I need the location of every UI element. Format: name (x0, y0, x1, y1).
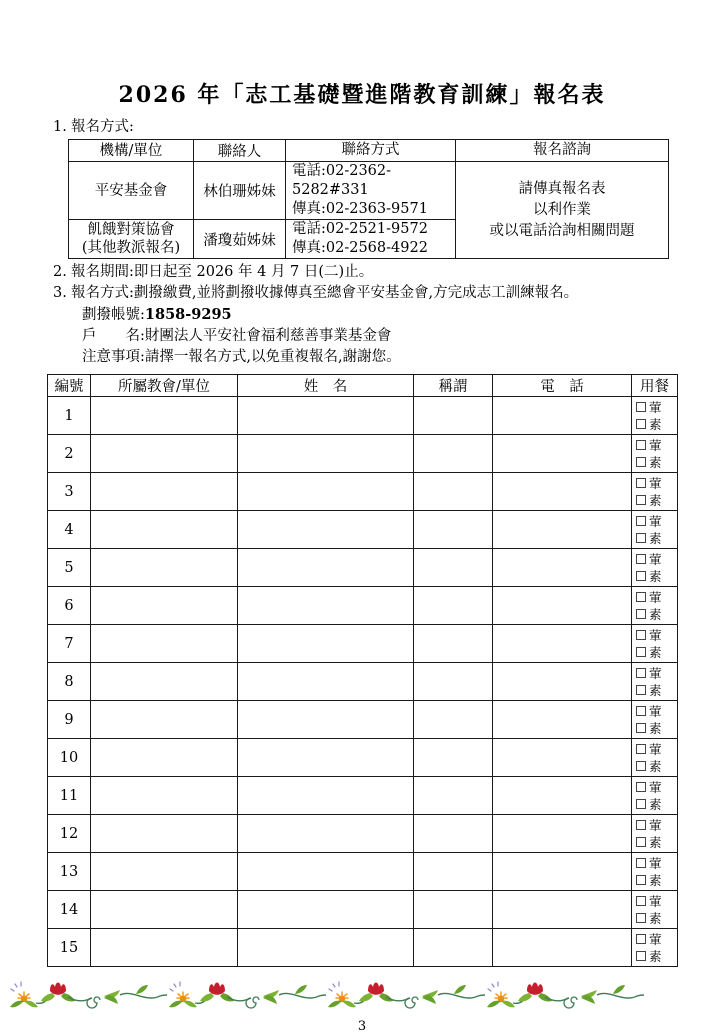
meal-option-meat (636, 893, 677, 910)
phone-input-cell (493, 739, 632, 777)
veg-checkbox[interactable] (636, 799, 646, 809)
table-row (48, 815, 678, 853)
meal-label-meat: 葷 (649, 893, 662, 909)
meat-checkbox[interactable] (636, 440, 646, 450)
account-number: 1858-9295 (144, 306, 232, 323)
church-input-cell (91, 549, 238, 587)
meal-label-veg: 素 (649, 682, 662, 698)
table-row (48, 853, 678, 891)
contact-header-row (69, 140, 669, 162)
meal-option-veg (636, 568, 677, 585)
inquiry-cell (456, 162, 669, 259)
meal-label-veg: 素 (649, 492, 662, 508)
table-row (48, 549, 678, 587)
meal-label-meat: 葷 (649, 741, 662, 757)
name-input-cell (238, 701, 414, 739)
org-cell (69, 162, 194, 220)
signup-header-row (48, 375, 678, 397)
org-name: 飢餓對策協會 (87, 222, 175, 238)
meal-label-veg: 素 (649, 606, 662, 622)
title-input-cell (414, 891, 493, 929)
inquiry-line-2: 以利作業 (533, 201, 591, 218)
item-2-text: 報名期間:即日起至 2026 年 4 月 7 日(二)止。 (71, 264, 374, 280)
table-row (48, 587, 678, 625)
veg-checkbox[interactable] (636, 685, 646, 695)
fax-line: 傳真:02-2568-4922 (292, 240, 428, 256)
title-input-cell (414, 777, 493, 815)
title-input-cell (414, 701, 493, 739)
church-input-cell (91, 473, 238, 511)
content-area (47, 118, 677, 967)
contact-header-person: 聯絡人 (194, 140, 286, 162)
church-input-cell (91, 739, 238, 777)
veg-checkbox[interactable] (636, 495, 646, 505)
meat-checkbox[interactable] (636, 592, 646, 602)
org-note: (其他教派報名) (81, 240, 181, 256)
org-name: 平安基金會 (94, 182, 168, 199)
row-number: 12 (48, 815, 91, 853)
meal-label-meat: 葷 (649, 627, 662, 643)
item-3 (47, 284, 677, 303)
fax-line: 傳真:02-2363-9571 (292, 201, 428, 217)
name-input-cell (238, 815, 414, 853)
title-input-cell (414, 853, 493, 891)
contact-header-method: 聯絡方式 (286, 140, 456, 162)
name-input-cell (238, 663, 414, 701)
meal-option-meat (636, 513, 677, 530)
header-phone: 電 話 (493, 375, 632, 397)
meal-option-veg (636, 682, 677, 699)
phone-input-cell (493, 625, 632, 663)
veg-checkbox[interactable] (636, 419, 646, 429)
meal-option-meat (636, 551, 677, 568)
meal-option-meat (636, 741, 677, 758)
meat-checkbox[interactable] (636, 630, 646, 640)
item-2-number: 2. (53, 264, 67, 280)
church-input-cell (91, 511, 238, 549)
phone-input-cell (493, 815, 632, 853)
name-input-cell (238, 891, 414, 929)
title-input-cell (414, 549, 493, 587)
meal-option-veg (636, 530, 677, 547)
header-name: 姓 名 (238, 375, 414, 397)
signup-table (47, 374, 678, 967)
signup-table-body (48, 397, 678, 967)
meal-option-veg (636, 872, 677, 889)
header-church: 所屬教會/單位 (91, 375, 238, 397)
phone-input-cell (493, 701, 632, 739)
row-number: 11 (48, 777, 91, 815)
title-input-cell (414, 473, 493, 511)
name-input-cell (238, 397, 414, 435)
row-number: 8 (48, 663, 91, 701)
title-input-cell (414, 739, 493, 777)
phone-input-cell (493, 891, 632, 929)
meal-option-veg (636, 720, 677, 737)
phone-input-cell (493, 511, 632, 549)
meal-cell (632, 739, 678, 777)
meal-label-meat: 葷 (649, 931, 662, 947)
veg-checkbox[interactable] (636, 571, 646, 581)
item-1-number: 1. (53, 119, 67, 135)
meal-label-veg: 素 (649, 644, 662, 660)
meal-label-veg: 素 (649, 416, 662, 432)
meal-option-veg (636, 454, 677, 471)
meal-option-veg (636, 910, 677, 927)
person-cell: 潘瓊茹姊妹 (194, 220, 286, 259)
meal-option-meat (636, 627, 677, 644)
account-label: 劃撥帳號: (82, 307, 145, 323)
church-input-cell (91, 587, 238, 625)
veg-checkbox[interactable] (636, 951, 646, 961)
veg-checkbox[interactable] (636, 913, 646, 923)
phone-input-cell (493, 473, 632, 511)
meal-option-meat (636, 931, 677, 948)
phone-input-cell (493, 929, 632, 967)
contact-row-1 (69, 162, 669, 220)
meal-label-veg: 素 (649, 530, 662, 546)
meal-option-meat (636, 475, 677, 492)
table-row (48, 777, 678, 815)
meal-option-veg (636, 644, 677, 661)
veg-checkbox[interactable] (636, 837, 646, 847)
meal-option-meat (636, 817, 677, 834)
table-row (48, 929, 678, 967)
meat-checkbox[interactable] (636, 744, 646, 754)
row-number: 6 (48, 587, 91, 625)
meal-option-meat (636, 703, 677, 720)
org-cell (69, 220, 194, 259)
church-input-cell (91, 435, 238, 473)
meal-label-meat: 葷 (649, 513, 662, 529)
meat-checkbox[interactable] (636, 934, 646, 944)
title-input-cell (414, 435, 493, 473)
veg-checkbox[interactable] (636, 875, 646, 885)
church-input-cell (91, 663, 238, 701)
item-1-text: 報名方式: (71, 119, 134, 135)
phone-input-cell (493, 435, 632, 473)
phone-line: 電話:02-2362-5282#331 (292, 163, 392, 198)
meal-option-meat (636, 437, 677, 454)
meal-cell (632, 511, 678, 549)
title-input-cell (414, 929, 493, 967)
table-row (48, 511, 678, 549)
row-number: 7 (48, 625, 91, 663)
contact-header-org: 機構/單位 (69, 140, 194, 162)
name-input-cell (238, 473, 414, 511)
name-input-cell (238, 625, 414, 663)
header-number: 編號 (48, 375, 91, 397)
meat-checkbox[interactable] (636, 478, 646, 488)
meal-option-veg (636, 834, 677, 851)
inquiry-line-3: 或以電話洽詢相關問題 (489, 222, 635, 239)
row-number: 10 (48, 739, 91, 777)
name-input-cell (238, 549, 414, 587)
name-input-cell (238, 853, 414, 891)
phone-input-cell (493, 587, 632, 625)
meal-label-veg: 素 (649, 568, 662, 584)
title-input-cell (414, 511, 493, 549)
floral-border (8, 977, 644, 1013)
meal-option-veg (636, 492, 677, 509)
phone-input-cell (493, 853, 632, 891)
meal-label-veg: 素 (649, 872, 662, 888)
contact-table (68, 139, 669, 259)
meal-option-veg (636, 758, 677, 775)
item-2 (47, 263, 677, 282)
row-number: 3 (48, 473, 91, 511)
table-row (48, 397, 678, 435)
meat-checkbox[interactable] (636, 668, 646, 678)
meal-label-veg: 素 (649, 796, 662, 812)
name-input-cell (238, 739, 414, 777)
item-3-number: 3. (53, 285, 67, 301)
meal-option-veg (636, 416, 677, 433)
meal-cell (632, 777, 678, 815)
table-row (48, 473, 678, 511)
phone-input-cell (493, 397, 632, 435)
phone-line: 電話:02-2521-9572 (292, 221, 428, 237)
meal-label-veg: 素 (649, 834, 662, 850)
meal-cell (632, 663, 678, 701)
meal-cell (632, 587, 678, 625)
meal-label-meat: 葷 (649, 779, 662, 795)
meat-checkbox[interactable] (636, 706, 646, 716)
name-input-cell (238, 587, 414, 625)
contact-method-cell (286, 220, 456, 259)
veg-checkbox[interactable] (636, 647, 646, 657)
phone-input-cell (493, 549, 632, 587)
veg-checkbox[interactable] (636, 609, 646, 619)
meat-checkbox[interactable] (636, 858, 646, 868)
meal-label-veg: 素 (649, 454, 662, 470)
meat-checkbox[interactable] (636, 820, 646, 830)
meal-label-veg: 素 (649, 758, 662, 774)
payment-account-line (82, 305, 677, 325)
row-number: 1 (48, 397, 91, 435)
header-meal: 用餐 (632, 375, 678, 397)
meal-option-meat (636, 589, 677, 606)
meal-label-meat: 葷 (649, 817, 662, 833)
payment-holder-line: 戶 名:財團法人平安社會福利慈善事業基金會 (82, 328, 392, 344)
meat-checkbox[interactable] (636, 782, 646, 792)
meal-label-veg: 素 (649, 720, 662, 736)
title-input-cell (414, 815, 493, 853)
table-row (48, 891, 678, 929)
church-input-cell (91, 929, 238, 967)
meal-label-meat: 葷 (649, 399, 662, 415)
row-number: 2 (48, 435, 91, 473)
meat-checkbox[interactable] (636, 896, 646, 906)
meal-option-meat (636, 779, 677, 796)
meal-option-veg (636, 948, 677, 965)
meal-label-meat: 葷 (649, 855, 662, 871)
meal-label-meat: 葷 (649, 551, 662, 567)
veg-checkbox[interactable] (636, 457, 646, 467)
meal-label-meat: 葷 (649, 665, 662, 681)
meal-cell (632, 891, 678, 929)
payment-notice-line: 注意事項:請擇一報名方式,以免重複報名,謝謝您。 (82, 349, 401, 365)
meal-label-veg: 素 (649, 948, 662, 964)
title-input-cell (414, 587, 493, 625)
row-number: 13 (48, 853, 91, 891)
table-row (48, 435, 678, 473)
meal-cell (632, 625, 678, 663)
name-input-cell (238, 929, 414, 967)
table-row (48, 663, 678, 701)
church-input-cell (91, 777, 238, 815)
phone-input-cell (493, 777, 632, 815)
meal-cell (632, 815, 678, 853)
name-input-cell (238, 511, 414, 549)
meat-checkbox[interactable] (636, 402, 646, 412)
meal-option-veg (636, 606, 677, 623)
church-input-cell (91, 815, 238, 853)
title-input-cell (414, 397, 493, 435)
title-input-cell (414, 663, 493, 701)
page-title: 2026 年「志工基礎暨進階教育訓練」報名表 (118, 82, 606, 108)
meal-label-meat: 葷 (649, 437, 662, 453)
table-row (48, 701, 678, 739)
meat-checkbox[interactable] (636, 516, 646, 526)
church-input-cell (91, 853, 238, 891)
meal-cell (632, 549, 678, 587)
row-number: 15 (48, 929, 91, 967)
table-row (48, 739, 678, 777)
row-number: 4 (48, 511, 91, 549)
veg-checkbox[interactable] (636, 723, 646, 733)
church-input-cell (91, 701, 238, 739)
meal-cell (632, 929, 678, 967)
meal-label-veg: 素 (649, 910, 662, 926)
title-input-cell (414, 625, 493, 663)
table-row (48, 625, 678, 663)
inquiry-line-1: 請傳真報名表 (518, 180, 606, 197)
meat-checkbox[interactable] (636, 554, 646, 564)
meal-label-meat: 葷 (649, 475, 662, 491)
meal-cell (632, 853, 678, 891)
contact-header-inquiry: 報名諮詢 (456, 140, 669, 162)
meal-cell (632, 435, 678, 473)
row-number: 9 (48, 701, 91, 739)
name-input-cell (238, 777, 414, 815)
meal-cell (632, 701, 678, 739)
veg-checkbox[interactable] (636, 761, 646, 771)
person-cell: 林伯珊姊妹 (194, 162, 286, 220)
meal-option-meat (636, 399, 677, 416)
veg-checkbox[interactable] (636, 533, 646, 543)
church-input-cell (91, 625, 238, 663)
name-input-cell (238, 435, 414, 473)
row-number: 14 (48, 891, 91, 929)
meal-option-meat (636, 665, 677, 682)
church-input-cell (91, 891, 238, 929)
meal-label-meat: 葷 (649, 589, 662, 605)
meal-option-veg (636, 796, 677, 813)
header-title: 稱謂 (414, 375, 493, 397)
meal-cell (632, 397, 678, 435)
row-number: 5 (48, 549, 91, 587)
page-number: 3 (357, 1019, 367, 1034)
phone-input-cell (493, 663, 632, 701)
church-input-cell (91, 397, 238, 435)
meal-option-meat (636, 855, 677, 872)
contact-method-cell (286, 162, 456, 220)
item-1 (47, 118, 677, 137)
meal-cell (632, 473, 678, 511)
item-3-text: 報名方式:劃撥繳費,並將劃撥收據傳真至總會平安基金會,方完成志工訓練報名。 (71, 285, 579, 301)
meal-label-meat: 葷 (649, 703, 662, 719)
